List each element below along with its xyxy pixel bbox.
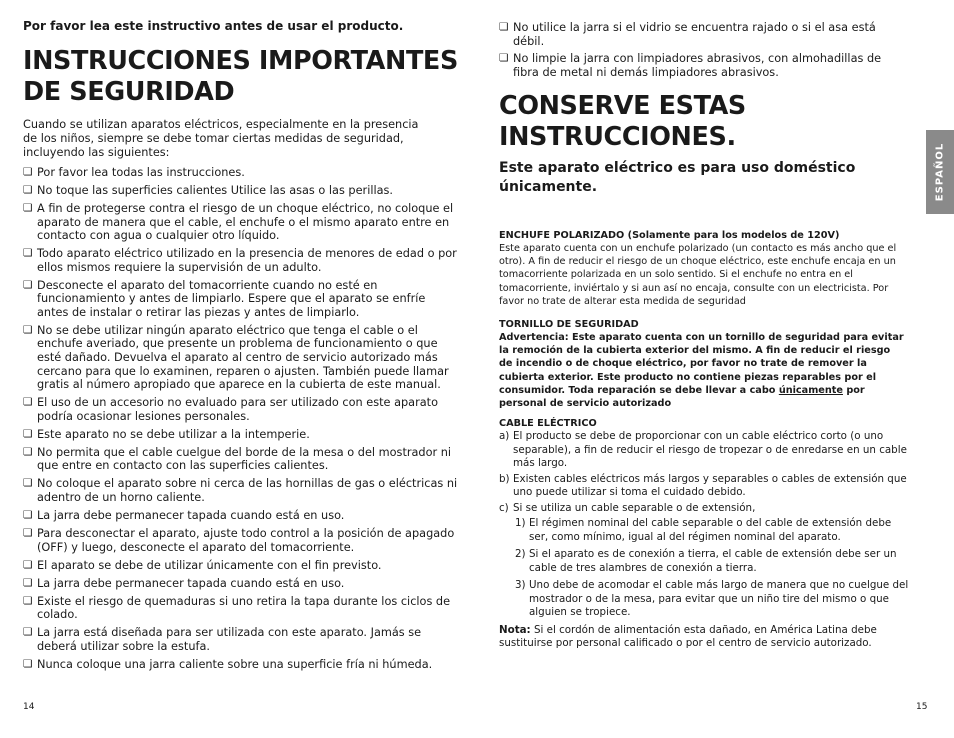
tamper-screw-title: TORNILLO DE SEGURIDAD [499,319,639,330]
cord-subitem-marker: 3) [515,579,526,591]
cord-item-a [499,430,911,471]
cord-item-text: Si se utiliza un cable separable o de extensión, [513,501,756,514]
cord-item-b [499,473,911,500]
polarized-plug-title: ENCHUFE POLARIZADO (Solamente para los modelos de 120V) [499,230,840,241]
electric-cord-title: CABLE ELÉCTRICO [499,418,597,429]
cord-subitem-text: El régimen nominal del cable separable o del cable de extensión debe ser, como mínimo, igual al del régimen nominal del aparato. [529,517,892,543]
cord-subitem-marker: 1) [515,517,526,529]
cord-item-marker: a) [499,430,510,442]
checklist-item: ❏ A fin de protegerse contra el riesgo de un choque eléctrico, no coloque el aparato de manera que el cable, el enchufe o el mismo aparato entre en contacto con agua o cualquier otro líquido. [23,202,458,243]
cord-item-c [499,502,911,516]
cord-item-marker: c) [499,501,509,514]
cord-subitem-text: Uno debe de acomodar el cable más largo de manera que no cuelgue del mostrador o de la mesa, para evitar que un niño tire del mismo o que alguien se tropiece. [529,579,909,618]
cord-subitem-text: Si el aparato es de conexión a tierra, el cable de extensión debe ser un cable de tres alambres de conexión a tierra. [529,548,897,574]
safety-title-line1: INSTRUCCIONES IMPORTANTES [23,46,458,76]
household-use-subheading: Este aparato eléctrico es para uso doméstico únicamente. [499,160,856,195]
checklist-item: ❏ No toque las superficies calientes Utilice las asas o las perillas. [23,184,458,198]
cord-subitem-1 [515,517,911,544]
save-instructions-title-line2: INSTRUCCIONES. [499,122,736,152]
checklist-item: ❏ Todo aparato eléctrico utilizado en la presencia de menores de edad o por ellos mismos requiere la supervisión de un adulto. [23,247,458,274]
checklist-item: ❏ No limpie la jarra con limpiadores abrasivos, con almohadillas de fibra de metal ni demás limpiadores abrasivos. [499,52,909,79]
language-tab-label: ESPAÑOL [934,142,946,202]
tamper-screw-section [499,318,904,410]
note-paragraph [499,624,911,651]
language-tab [926,130,954,214]
checklist-item: ❏ Por favor lea todas las instrucciones. [23,166,458,180]
tamper-screw-warning-text: Advertencia: Este aparato cuenta con un tornillo de seguridad para evitar la remoción de la cubierta exterior del mismo. A fin de reducir el riesgo de incendio o de choque eléctrico, por favor no trate de remover la cubierta exterior. Este producto no contiene piezas reparables por el consumidor. Toda reparación se debe llevar a cabo [499,332,904,396]
cord-item-marker: b) [499,472,510,485]
cord-item-text: Existen cables eléctricos más largos y separables o cables de extensión que uno puede utilizar si toma el cuidado debido. [513,472,907,498]
read-before-use-note: Por favor lea este instructivo antes de usar el producto. [23,19,404,33]
safety-title [23,46,458,108]
checklist-item: ❏ El aparato se debe de utilizar únicamente con el fin previsto. [23,559,458,573]
page-number-right: 15 [916,702,928,712]
checklist-item: ❏ No coloque el aparato sobre ni cerca de las hornillas de gas o eléctricas ni adentro de un horno caliente. [23,477,458,504]
tamper-screw-warning-end: por personal de servicio autorizado [499,384,865,410]
checklist-item: ❏ No se debe utilizar ningún aparato eléctrico que tenga el cable o el enchufe averiado, que presente un problema de funcionamiento o que esté dañado. Devuelva el aparato al centro de servicio autorizado más cercano para que lo examinen, reparen o ajusten. También puede llamar gratis al número apropiado que aparece en la cubierta de este manual. [23,324,458,392]
intro-paragraph: Cuando se utilizan aparatos eléctricos, especialmente en la presencia de los niños, siempre se debe tomar ciertas medidas de seguridad, incluyendo las siguientes: [23,118,419,159]
cord-subitem-marker: 2) [515,548,526,560]
tamper-screw-warning [499,331,904,410]
checklist-item: ❏ El uso de un accesorio no evaluado para ser utilizado con este aparato podría ocasionar lesiones personales. [23,396,458,423]
safety-checklist [23,166,458,676]
checklist-item: ❏ No utilice la jarra si el vidrio se encuentra rajado o si el asa está débil. [499,21,909,48]
cord-item-text: El producto se debe de proporcionar con un cable eléctrico corto (o uno separable), a fin de reducir el riesgo de tropezar o de enredarse en un cable más largo. [513,430,907,469]
polarized-plug-section [499,229,904,308]
checklist-item: ❏ Nunca coloque una jarra caliente sobre una superficie fría ni húmeda. [23,658,458,672]
checklist-item: ❏ La jarra está diseñada para ser utilizada con este aparato. Jamás se deberá utilizar sobre la estufa. [23,626,458,653]
note-text: Si el cordón de alimentación esta dañado, en América Latina debe sustituirse por personal calificado o por el centro de servicio autorizado. [499,623,877,649]
note-label: Nota: [499,623,531,636]
checklist-item: ❏ Existe el riesgo de quemaduras si uno retira la tapa durante los ciclos de colado. [23,595,458,622]
save-instructions-title-line1: CONSERVE ESTAS [499,91,746,121]
checklist-item: ❏ La jarra debe permanecer tapada cuando está en uso. [23,509,458,523]
checklist-item: ❏ Desconecte el aparato del tomacorriente cuando no esté en funcionamiento y antes de limpiarlo. Espere que el aparato se enfríe antes de instalar o retirar las piezas y antes de limpiarlo. [23,279,458,320]
checklist-item: ❏ Este aparato no se debe utilizar a la intemperie. [23,428,458,442]
checklist-item: ❏ Para desconectar el aparato, ajuste todo control a la posición de apagado (OFF) y luego, desconecte el aparato del tomacorriente. [23,527,458,554]
polarized-plug-body: Este aparato cuenta con un enchufe polarizado (un contacto es más ancho que el otro). A fin de reducir el riesgo de un choque eléctrico, este enchufe encaja en un tomacorriente polarizada en un solo sentido. Si el enchufe no entra en el tomacorriente, inviértalo y si aun así no encaja, consulte con un electricista. Por favor no trate de alterar esta medida de seguridad [499,243,897,307]
save-instructions-title [499,91,746,153]
cord-subitem-3 [515,579,911,620]
tamper-screw-underlined: únicamente [778,384,843,396]
cord-subitem-2 [515,548,911,575]
safety-checklist-continued [499,21,909,83]
checklist-item: ❏ No permita que el cable cuelgue del borde de la mesa o del mostrador ni que entre en contacto con las superficies calientes. [23,446,458,473]
electric-cord-section [499,417,911,651]
safety-title-line2: DE SEGURIDAD [23,77,235,107]
checklist-item: ❏ La jarra debe permanecer tapada cuando está en uso. [23,577,458,591]
page-number-left: 14 [23,702,35,712]
